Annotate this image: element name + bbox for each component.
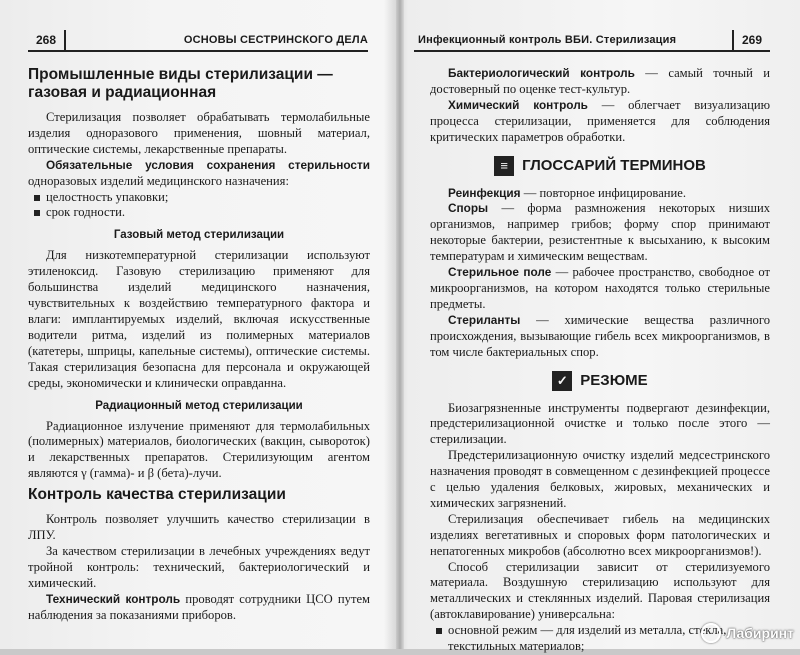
heading-quality-control: Контроль качества стерилизации — [28, 486, 286, 504]
list-item: срок годности. — [46, 205, 370, 221]
right-page-number: 269 — [741, 33, 762, 47]
paragraph: Технический контроль проводят сотрудники ЦСО путем наблюдения за показаниями приборов. — [28, 591, 371, 622]
labirint-logo-icon — [701, 623, 721, 643]
right-running-header — [414, 30, 770, 52]
resume-title: РЕЗЮМЕ — [580, 372, 648, 389]
labirint-watermark: Лабиринт — [701, 623, 794, 643]
book-icon: ≡ — [494, 156, 514, 176]
paragraph: Биозагрязненные инструменты подвергают дезинфекции, предстерилизационной очистке и только после этого — стерилизации. — [430, 400, 770, 447]
right-page-content — [430, 66, 770, 655]
paragraph: Стерилизация позволяет обрабатывать термолабильные изделия одноразового применения, шовный материал, оптические системы, лекарственные препараты. — [28, 110, 370, 156]
paragraph: Предстерилизационную очистку изделий медсестринского назначения проводят в совмещенном с дезинфекцией процессе с целью удаления белковых, жировых, механических и химических загрязнений. — [430, 448, 770, 510]
glossary-entry: Споры — форма размножения некоторых низших организмов, например грибов; форму спор принимают некоторые бактерии, резистентные к высыханию, к высоким температурам и химическим веществам. — [430, 201, 770, 264]
heading-industrial-sterilization: Промышленные виды стерилизации — газовая и радиационная — [28, 66, 333, 101]
paragraph: Для низкотемпературной стерилизации используют этиленоксид. Газовую стерилизацию применяют для большинства изделий медицинского назначения, чувствительных к воздействию температурного фактора и влаги: имплантируемых изделий, включая искусственные водители ритма, изделий из полимерных материалов (катетеры, шприцы, капельные системы), оптические системы. Такая стерилизация безопасна для персонала и окружающей среды, экономически и клинически оправданна. — [28, 248, 370, 390]
right-running-title: Инфекционный контроль ВБИ. Стерилизация — [418, 34, 677, 46]
left-running-header — [28, 30, 368, 52]
paragraph: Бактериологический контроль — самый точный и достоверный по оценке тест-культур. — [430, 66, 771, 96]
paragraph: Радиационное излучение применяют для термолабильных (полимерных) материалов, биологических (вакцин, сывороток) и лекарственных препаратов. Стерилизующим агентом являются γ (гамма)- и β (бета)-лучи. — [28, 418, 370, 481]
paragraph: Способ стерилизации зависит от стерилизуемого материала. Воздушную стерилизацию используют для металлических и стеклянных изделий. Паровая стерилизация (автоклавирование) универсальна: — [430, 559, 770, 622]
paragraph: За качеством стерилизации в лечебных учреждениях ведут тройной контроль: технический, бактериологический и химический. — [28, 543, 370, 590]
glossary-entry: Стерильное поле — рабочее пространство, свободное от микроорганизмов, на котором находятся только стерильные предметы. — [430, 265, 771, 311]
heading-gas-method: Газовый метод стерилизации — [113, 229, 285, 242]
checkmark-icon: ✓ — [552, 371, 572, 391]
glossary-entry: Стериланты — химические вещества различного происхождения, вызывающие гибель всех микроорганизмов, в том числе бактериальных спор. — [430, 312, 770, 359]
bold-term: Технический контроль — [46, 591, 181, 606]
glossary-title: ГЛОССАРИЙ ТЕРМИНОВ — [522, 157, 706, 175]
bold-term: Бактериологический контроль — [448, 66, 635, 80]
sterility-conditions-list — [28, 190, 370, 222]
left-running-title: ОСНОВЫ СЕСТРИНСКОГО ДЕЛА — [183, 34, 368, 46]
right-page — [402, 0, 800, 654]
paragraph: Контроль позволяет улучшить качество стерилизации в ЛПУ. — [28, 512, 370, 543]
left-page — [0, 0, 398, 649]
glossary-heading — [430, 156, 770, 176]
resume-heading — [430, 371, 770, 391]
list-item: основной режим — для изделий из металла, стекла, текстильных материалов; — [448, 623, 770, 655]
glossary-entry: Реинфекция — повторное инфицирование. — [448, 185, 687, 200]
paragraph: Обязательные условия сохранения стерильности одноразовых изделий медицинского назначения: — [28, 157, 370, 188]
left-page-number: 268 — [36, 33, 57, 47]
left-page-content — [28, 66, 370, 623]
bold-term: Обязательные условия сохранения стерильности — [46, 157, 370, 172]
heading-radiation-method: Радиационный метод стерилизации — [95, 399, 303, 412]
bold-term: Химический контроль — [448, 97, 588, 112]
paragraph: Стерилизация обеспечивает гибель на медицинских изделиях вегетативных и споровых форм патологических и непатогенных микробов (абсолютно всех микроорганизмов!). — [430, 511, 770, 558]
paragraph: Химический контроль — облегчает визуализацию процесса стерилизации, применяется для соблюдения критических параметров обработки. — [430, 97, 770, 144]
list-item: целостность упаковки; — [46, 190, 370, 206]
